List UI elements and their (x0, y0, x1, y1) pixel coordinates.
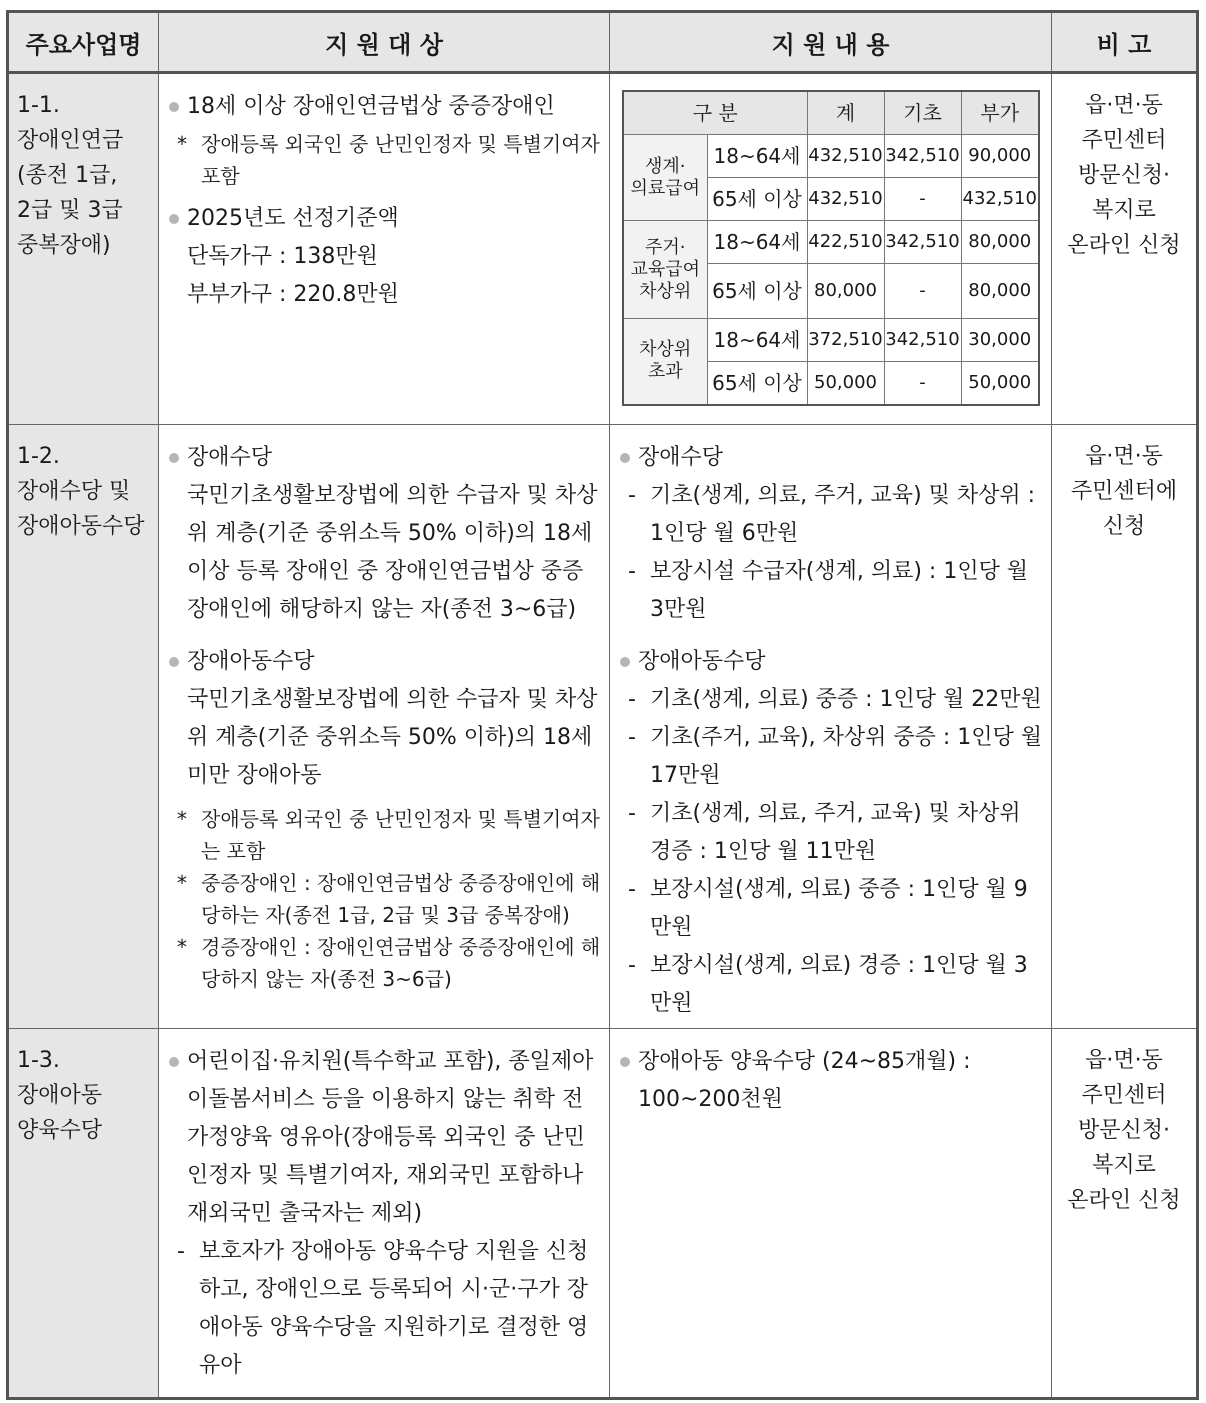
program-name-cell (8, 425, 159, 1029)
bullet-item: 장애아동 양육수당 (24~85개월) : 100~200천원 (616, 1043, 1045, 1119)
bullet-item: 어린이집·유치원(특수학교 포함), 종일제아이돌봄서비스 등을 이용하지 않는 취학 전 가정양육 영유아(장애등록 외국인 중 난민인정자 및 특별기여자, 재외국민 포함하나 재외국민 출국자는 제외) (165, 1043, 603, 1233)
total-cell: 80,000 (807, 264, 884, 319)
pension-header-total: 계 (807, 91, 884, 135)
program-title-line: 중복장애) (17, 233, 111, 258)
dash-item: - 보장시설(생계, 의료) 중증 : 1인당 월 9만원 (628, 877, 1028, 940)
remark-line: 온라인 신청 (1067, 233, 1181, 258)
note-item: * 중증장애인 : 장애인연금법상 중증장애인에 해당하는 자(종전 1급, 2급 및 3급 중복장애) (177, 871, 601, 927)
program-title: 장애수당 및 (17, 479, 131, 504)
age-cell: 65세 이상 (707, 264, 807, 319)
remark-line: 읍·면·동 (1085, 1048, 1163, 1073)
program-title: 장애인연금 (17, 128, 124, 153)
program-name-cell (8, 1029, 159, 1399)
bullet-item: 장애아동수당 (165, 643, 603, 681)
pension-amount-table (622, 90, 1040, 406)
total-cell: 432,510 (807, 178, 884, 221)
remark-line: 복지로 (1092, 198, 1156, 223)
total-cell: 422,510 (807, 221, 884, 264)
program-number: 1-1. (17, 93, 60, 118)
header-content: 지 원 내 용 (610, 12, 1052, 73)
extra-cell: 80,000 (961, 221, 1039, 264)
target-description: 국민기초생활보장법에 의한 수급자 및 차상위 계층(기준 중위소득 50% 이하)의 18세 미만 장애아동 (187, 687, 598, 788)
dash-item: - 보장시설 수급자(생계, 의료) : 1인당 월 3만원 (628, 559, 1029, 622)
extra-cell: 90,000 (961, 135, 1039, 178)
pension-group-label: 주거· 교육급여 차상위 (623, 221, 707, 319)
note-text: 장애등록 외국인 중 난민인정자 및 특별기여자 포함 (201, 132, 600, 188)
remark-line: 방문신청· (1077, 1118, 1170, 1143)
criteria-couple: 부부가구 : 220.8만원 (187, 282, 399, 307)
dash-text: 보장시설(생계, 의료) 중증 : 1인당 월 9만원 (650, 877, 1028, 940)
header-target: 지 원 대 상 (159, 12, 610, 73)
age-cell: 18~64세 (707, 319, 807, 362)
dash-item: - 기초(생계, 의료, 주거, 교육) 및 차상위 경증 : 1인당 월 11만원 (628, 801, 1021, 864)
basic-cell: - (884, 264, 961, 319)
target-cell (159, 1029, 610, 1399)
dash-item: - 기초(생계, 의료, 주거, 교육) 및 차상위 : 1인당 월 6만원 (628, 483, 1036, 546)
age-cell: 65세 이상 (707, 178, 807, 221)
age-cell: 18~64세 (707, 221, 807, 264)
header-remark: 비 고 (1052, 12, 1198, 73)
target-cell (159, 73, 610, 425)
remark-cell (1052, 1029, 1198, 1399)
remark-line: 온라인 신청 (1067, 1188, 1181, 1213)
target-description: 국민기초생활보장법에 의한 수급자 및 차상위 계층(기준 중위소득 50% 이하)의 18세 이상 등록 장애인 중 장애인연금법상 중증장애인에 해당하지 않는 자(종전 3~6급) (187, 483, 598, 622)
extra-cell: 432,510 (961, 178, 1039, 221)
age-cell: 18~64세 (707, 135, 807, 178)
dash-item: - 기초(주거, 교육), 차상위 중증 : 1인당 월 17만원 (628, 725, 1043, 788)
remark-cell (1052, 73, 1198, 425)
remark-line: 방문신청· (1077, 163, 1170, 188)
dash-text: 기초(생계, 의료, 주거, 교육) 및 차상위 경증 : 1인당 월 11만원 (650, 801, 1021, 864)
basic-cell: - (884, 178, 961, 221)
program-title-line: 장애아동수당 (17, 514, 145, 539)
basic-cell: 342,510 (884, 135, 961, 178)
dash-item: - 보호자가 장애아동 양육수당 지원을 신청하고, 장애인으로 등록되어 시·군·구가 장애아동 양육수당을 지원하기로 결정한 영유아 (177, 1239, 589, 1378)
table-row (623, 221, 1039, 264)
program-title-line: 양육수당 (17, 1118, 103, 1143)
remark-line: 주민센터에 (1070, 479, 1178, 504)
total-cell: 432,510 (807, 135, 884, 178)
basic-cell: 342,510 (884, 319, 961, 362)
note-item: * 장애등록 외국인 중 난민인정자 및 특별기여자 포함 (177, 132, 600, 188)
dash-text: 보호자가 장애아동 양육수당 지원을 신청하고, 장애인으로 등록되어 시·군·구가 장애아동 양육수당을 지원하기로 결정한 영유아 (199, 1239, 589, 1378)
table-row (623, 319, 1039, 362)
table-row (623, 135, 1039, 178)
remark-line: 복지로 (1092, 1153, 1156, 1178)
dash-item: - 기초(생계, 의료) 중증 : 1인당 월 22만원 (628, 687, 1042, 712)
note-text: 경증장애인 : 장애인연금법상 중증장애인에 해당하지 않는 자(종전 3~6급) (201, 935, 601, 991)
remark-line: 읍·면·동 (1085, 93, 1163, 118)
basic-cell: 342,510 (884, 221, 961, 264)
remark-line: 주민센터 (1081, 128, 1167, 153)
content-cell (610, 1029, 1052, 1399)
content-cell (610, 425, 1052, 1029)
extra-cell: 30,000 (961, 319, 1039, 362)
header-program-name: 주요사업명 (8, 12, 159, 73)
program-number: 1-2. (17, 444, 60, 469)
note-item: * 경증장애인 : 장애인연금법상 중증장애인에 해당하지 않는 자(종전 3~6급) (177, 935, 601, 991)
program-title-line: 2급 및 3급 (17, 198, 123, 223)
extra-cell: 80,000 (961, 264, 1039, 319)
pension-group-label: 생계· 의료급여 (623, 135, 707, 221)
age-cell: 65세 이상 (707, 362, 807, 405)
program-number: 1-3. (17, 1048, 60, 1073)
remark-line: 신청 (1102, 514, 1146, 539)
note-text: 중증장애인 : 장애인연금법상 중증장애인에 해당하는 자(종전 1급, 2급 및 3급 중복장애) (201, 871, 601, 927)
remark-line: 주민센터 (1081, 1083, 1167, 1108)
criteria-single: 단독가구 : 138만원 (187, 244, 378, 269)
note-item: * 장애등록 외국인 중 난민인정자 및 특별기여자는 포함 (177, 807, 600, 863)
table-row-disability-allowance (8, 425, 1198, 1029)
bullet-item: 2025년도 선정기준액 (165, 200, 603, 238)
program-title-line: (종전 1급, (17, 163, 118, 188)
pension-header-extra: 부가 (961, 91, 1039, 135)
remark-line: 읍·면·동 (1085, 444, 1163, 469)
pension-header-basic: 기초 (884, 91, 961, 135)
dash-item: - 보장시설(생계, 의료) 경증 : 1인당 월 3만원 (628, 953, 1028, 1016)
program-name-cell (8, 73, 159, 425)
header-row (8, 12, 1198, 73)
dash-text: 기초(생계, 의료) 중증 : 1인당 월 22만원 (650, 687, 1042, 712)
dash-text: 기초(생계, 의료, 주거, 교육) 및 차상위 : 1인당 월 6만원 (650, 483, 1036, 546)
pension-header-category: 구 분 (623, 91, 807, 135)
bullet-item: 장애수당 (165, 439, 603, 477)
basic-cell: - (884, 362, 961, 405)
extra-cell: 50,000 (961, 362, 1039, 405)
program-title: 장애아동 (17, 1083, 103, 1108)
bullet-item: 장애아동수당 (616, 643, 1045, 681)
pension-group-label: 차상위 초과 (623, 319, 707, 405)
dash-text: 보장시설 수급자(생계, 의료) : 1인당 월 3만원 (650, 559, 1029, 622)
pension-table-header (623, 91, 1039, 135)
dash-text: 보장시설(생계, 의료) 경증 : 1인당 월 3만원 (650, 953, 1028, 1016)
remark-cell (1052, 425, 1198, 1029)
bullet-item: 18세 이상 장애인연금법상 중증장애인 (165, 88, 603, 126)
total-cell: 372,510 (807, 319, 884, 362)
table-row-child-rearing-allowance (8, 1029, 1198, 1399)
target-cell (159, 425, 610, 1029)
dash-text: 기초(주거, 교육), 차상위 중증 : 1인당 월 17만원 (650, 725, 1043, 788)
note-text: 장애등록 외국인 중 난민인정자 및 특별기여자는 포함 (201, 807, 600, 863)
total-cell: 50,000 (807, 362, 884, 405)
bullet-item: 장애수당 (616, 439, 1045, 477)
